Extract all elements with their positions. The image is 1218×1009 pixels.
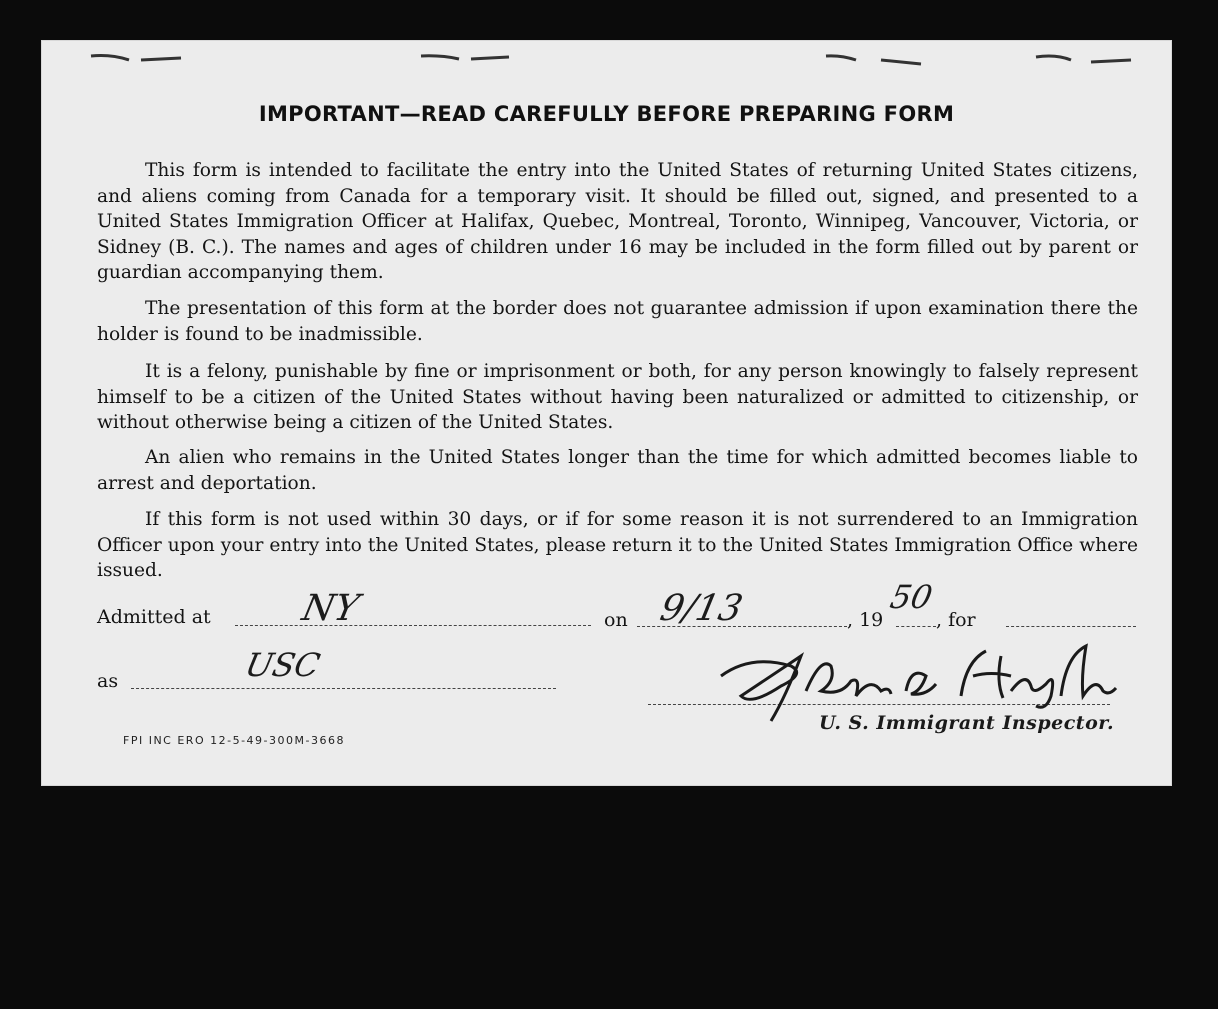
on-label: on (604, 609, 628, 631)
form-code: FPI INC ERO 12-5-49-300M-3668 (123, 734, 345, 747)
paragraph-felony: It is a felony, punishable by fine or imprisonment or both, for any person knowingly to falsely represent himself to be a citizen of the United States without having been naturalized or admitted to citizenship, or without otherwise being a citizen of the United States. (97, 361, 1138, 433)
admitted-at-label: Admitted at (97, 606, 211, 628)
for-line (1006, 626, 1136, 627)
paragraph-alien: An alien who remains in the United States longer than the time for which admitted becomes liable to arrest and deportation. (97, 447, 1138, 494)
admitted-at-line (235, 625, 591, 626)
entry-form-card (41, 40, 1172, 786)
date-value: 9/13 (656, 588, 747, 629)
admitted-at-value: NY (298, 588, 363, 629)
staple-marks (41, 52, 1172, 72)
year-value: 50 (886, 578, 936, 616)
paragraph-admission: The presentation of this form at the border does not guarantee admission if upon examination there the holder is found to be inadmissible. (97, 298, 1138, 345)
year-line (896, 626, 936, 627)
as-label: as (97, 670, 119, 692)
inspector-label: U. S. Immigrant Inspector. (819, 712, 1115, 734)
as-value: USC (241, 646, 324, 684)
paragraph-return: If this form is not used within 30 days, or if for some reason it is not surrendered to an Immigration Officer upon your entry into the United States, please return it to the United States Immigration Office where issued. (97, 509, 1138, 581)
for-label: , for (936, 609, 976, 631)
year-prefix-label: , 19 (847, 609, 884, 631)
as-line (131, 688, 556, 689)
paragraph-purpose: This form is intended to facilitate the entry into the United States of returning United States citizens, and aliens coming from Canada for a temporary visit. It should be filled out, signed, and presented to a United States Immigration Officer at Halifax, Quebec, Montreal, Toronto, Winnipeg, Vancouver, Victoria, or Sidney (B. C.). The names and ages of children under 16 may be included in the form filled out by parent or guardian accompanying them. (97, 160, 1138, 283)
form-title: IMPORTANT—READ CAREFULLY BEFORE PREPARING FORM (258, 102, 955, 126)
